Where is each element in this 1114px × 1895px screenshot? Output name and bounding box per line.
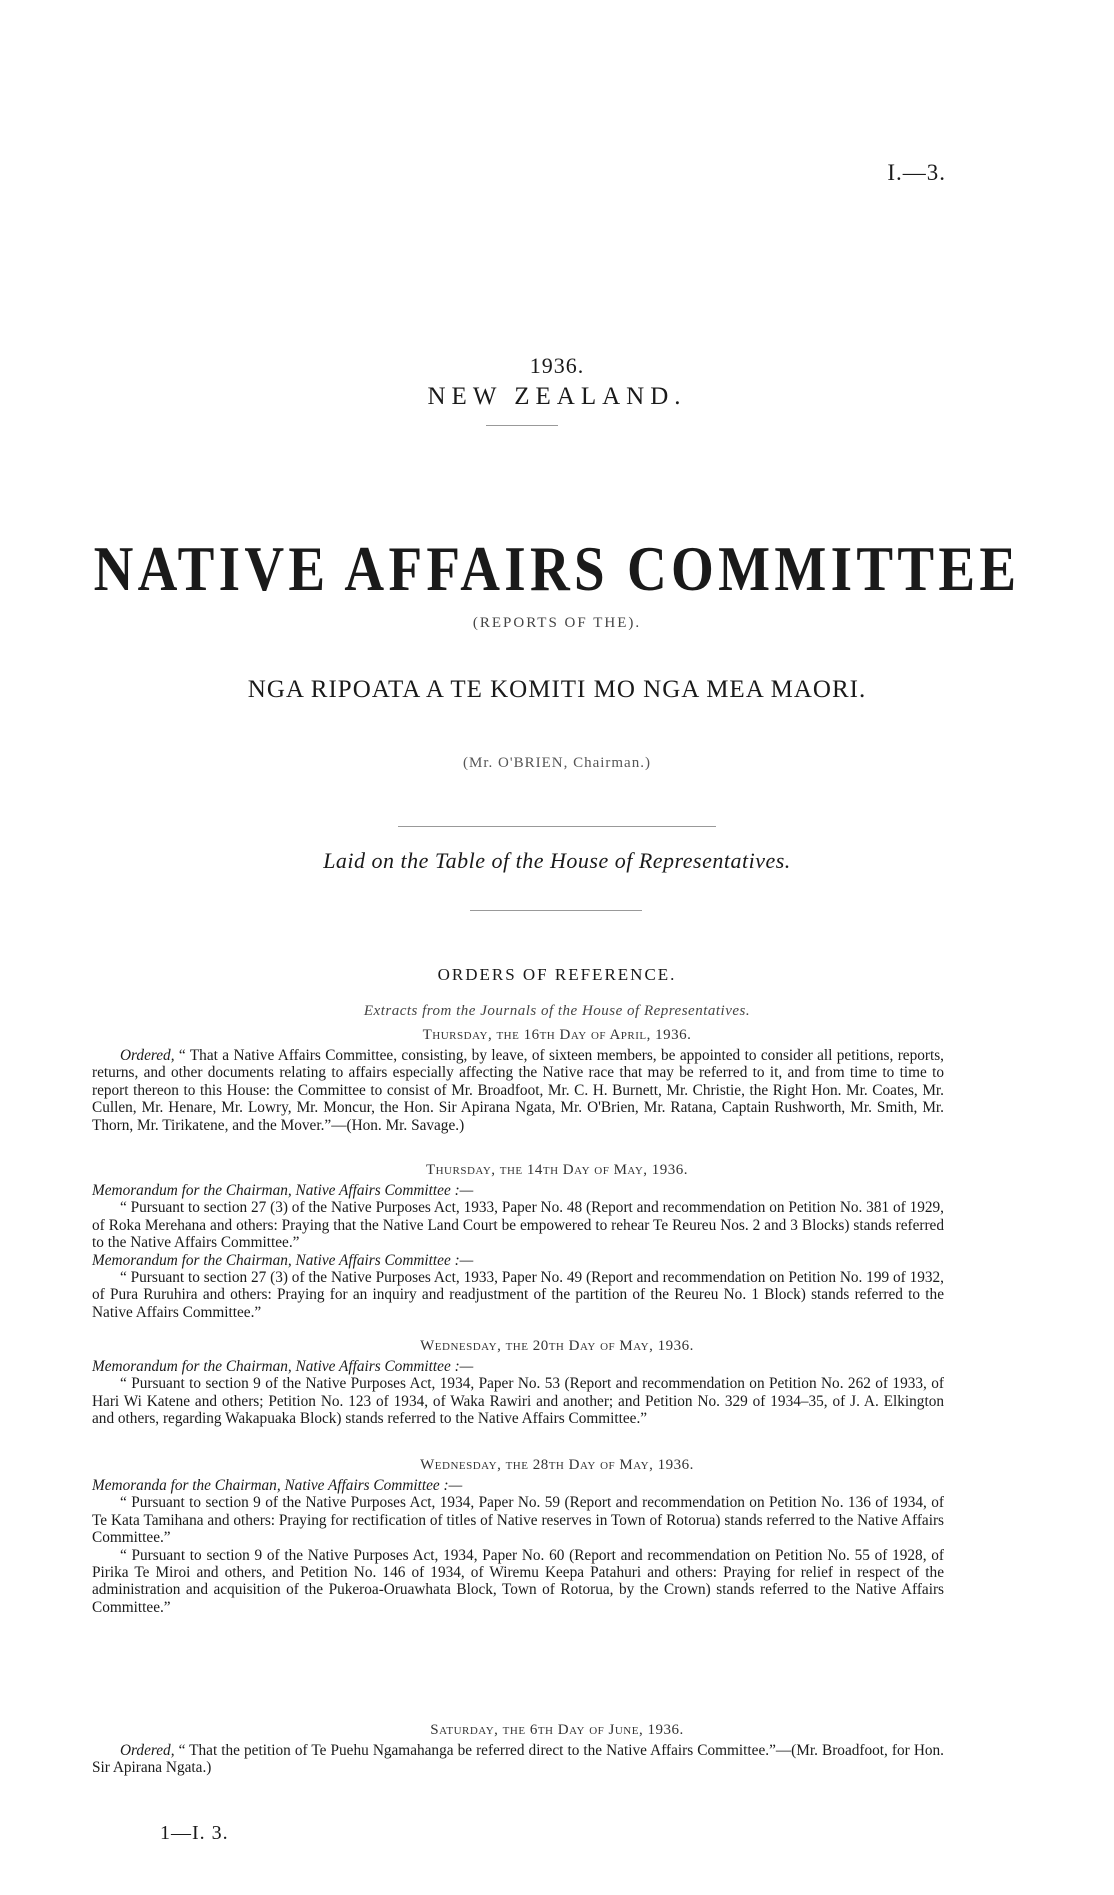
memorandum-text: “ Pursuant to section 9 of the Native Purposes Act, 1934, Paper No. 60 (Report and recommendation on Petition No. 55 of 1928, of Pirika Te Miroi and others, and Petition No. 146 of 1934, of Wiremu Keepa Patahuri and others: Praying for relief in respect of the administration and acquisition of the Pukeroa-Oruawhata Block, Town of Rotorua, by the Crown) stands referred to the Native Affairs Committee.”: [92, 1546, 944, 1616]
section-body: [92, 1477, 944, 1616]
section-date: Thursday, the 16th Day of April, 1936.: [422, 1027, 692, 1043]
memorandum-text: “ Pursuant to section 27 (3) of the Native Purposes Act, 1933, Paper No. 49 (Report and recommendation on Petition No. 199 of 1932, of Pura Ruruhira and others: Praying for an inquiry and readjustment of the partition of the Reureu No. 1 Block) stands referred to the Native Affairs Committee.”: [92, 1269, 944, 1321]
document-reference: I.—3.: [887, 160, 946, 185]
page-subtitle: (REPORTS OF THE).: [472, 615, 642, 631]
section-body: [92, 1182, 944, 1321]
order-paragraph: [92, 1742, 944, 1777]
orders-heading: ORDERS OF REFERENCE.: [437, 965, 677, 984]
laid-on-table-line: Laid on the Table of the House of Representatives.: [323, 848, 791, 873]
section-date: Wednesday, the 20th Day of May, 1936.: [420, 1338, 694, 1354]
maori-title: NGA RIPOATA A TE KOMITI MO NGA MEA MAORI.: [247, 676, 867, 703]
country-heading: NEW ZEALAND.: [427, 383, 687, 410]
order-lead: Ordered,: [120, 1047, 175, 1064]
section-body: [92, 1358, 944, 1428]
memorandum-heading: Memorandum for the Chairman, Native Affairs Committee :—: [92, 1182, 474, 1199]
order-text: “ That a Native Affairs Committee, consisting, by leave, of sixteen members, be appointed to consider all petitions, reports, returns, and other documents relating to affairs especially affecting the Native race that may be referred to it, and from time to time to report thereon to this House: the Committee to consist of Mr. Broadfoot, Mr. C. H. Burnett, Mr. Christie, the Right Hon. Mr. Coates, Mr. Cullen, Mr. Henare, Mr. Lowry, Mr. Moncur, the Hon. Sir Apirana Ngata, Mr. O'Brien, Mr. Ratana, Captain Rushworth, Mr. Smith, Mr. Thorn, Mr. Tirikatene, and the Mover.”—(Hon. Mr. Savage.): [92, 1047, 944, 1134]
section-body: [92, 1742, 944, 1777]
divider-rule: [470, 910, 642, 911]
page-title: NATIVE AFFAIRS COMMITTEE: [93, 533, 1021, 604]
memorandum-heading: Memorandum for the Chairman, Native Affairs Committee :—: [92, 1251, 474, 1269]
order-text: “ That the petition of Te Puehu Ngamahanga be referred direct to the Native Affairs Committee.”—(Mr. Broadfoot, for Hon. Sir Apirana Ngata.): [92, 1742, 944, 1777]
section-date: Wednesday, the 28th Day of May, 1936.: [420, 1457, 694, 1473]
order-paragraph: [92, 1047, 944, 1134]
section-date: Thursday, the 14th Day of May, 1936.: [425, 1162, 689, 1178]
memorandum-text: “ Pursuant to section 9 of the Native Purposes Act, 1934, Paper No. 59 (Report and recommendation on Petition No. 136 of 1934, of Te Kata Tamihana and others: Praying for rectification of titles of Native reserves in Town of Rotorua) stands referred to the Native Affairs Committee.”: [92, 1494, 944, 1547]
document-year: 1936.: [529, 353, 585, 378]
divider-rule: [398, 826, 716, 827]
chairman-line: (Mr. O'BRIEN, Chairman.): [463, 755, 651, 771]
page-footer: 1—I. 3.: [160, 1822, 229, 1844]
order-lead: Ordered,: [120, 1742, 175, 1759]
section-date: Saturday, the 6th Day of June, 1936.: [430, 1722, 684, 1738]
divider-rule: [486, 425, 558, 426]
memorandum-heading: Memoranda for the Chairman, Native Affairs Committee :—: [92, 1477, 463, 1494]
memorandum-text: “ Pursuant to section 9 of the Native Purposes Act, 1934, Paper No. 53 (Report and recommendation on Petition No. 262 of 1933, of Hari Wi Katene and others; Petition No. 123 of 1934, of Waka Rawiri and another; and Petition No. 329 of 1934–35, of J. A. Elkington and others, regarding Wakapuaka Block) stands referred to the Native Affairs Committee.”: [92, 1375, 944, 1428]
extracts-line: Extracts from the Journals of the House of Representatives.: [363, 1003, 751, 1019]
memorandum-text: “ Pursuant to section 27 (3) of the Native Purposes Act, 1933, Paper No. 48 (Report and recommendation on Petition No. 381 of 1929, of Roka Merehana and others: Praying that the Native Land Court be empowered to rehear Te Reureu Nos. 2 and 3 Blocks) stands referred to the Native Affairs Committee.”: [92, 1199, 944, 1252]
memorandum-heading: Memorandum for the Chairman, Native Affairs Committee :—: [92, 1358, 474, 1375]
section-body: [92, 1047, 944, 1134]
